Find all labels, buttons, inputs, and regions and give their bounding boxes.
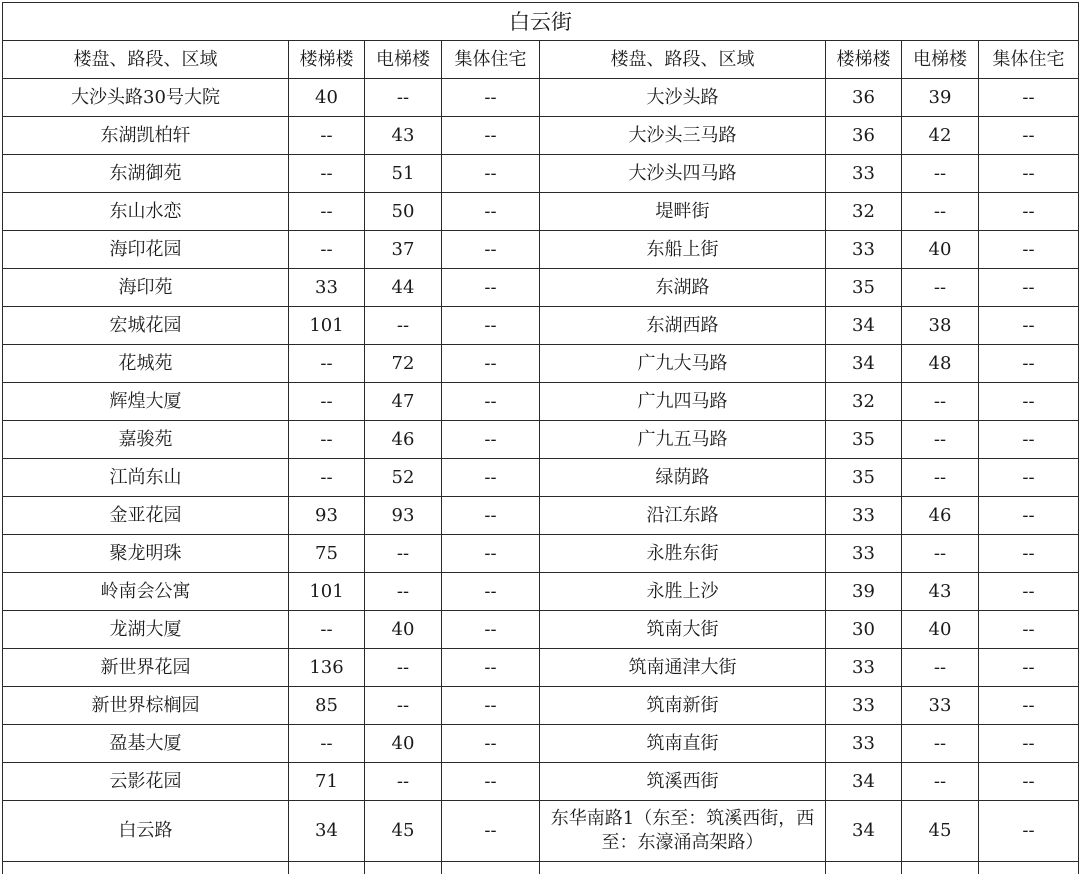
table-cell: 40: [902, 611, 979, 649]
table-row-cut-off: [3, 862, 1079, 874]
table-row: [3, 535, 1079, 573]
table-cell: 43: [902, 573, 979, 611]
table-cell: --: [442, 687, 540, 725]
table-cell: 盈基大厦: [3, 725, 289, 763]
table-cell: --: [365, 535, 442, 573]
table-cell: 沿江东路: [540, 497, 826, 535]
table-row: [3, 611, 1079, 649]
table-cell: 40: [365, 725, 442, 763]
table-cell: 33: [826, 725, 902, 763]
table-cell: 51: [365, 155, 442, 193]
table-cell: 聚龙明珠: [3, 535, 289, 573]
table-cell: 46: [902, 497, 979, 535]
table-cell: --: [979, 763, 1079, 801]
table-cell: 大沙头路30号大院: [3, 79, 289, 117]
table-cell: 大沙头路: [540, 79, 826, 117]
table-cell: --: [979, 155, 1079, 193]
table-cell: --: [442, 269, 540, 307]
table-cell: 136: [289, 649, 365, 687]
table-cell: 33: [902, 687, 979, 725]
table-row: [3, 649, 1079, 687]
table-cell: --: [979, 497, 1079, 535]
table-cell: --: [902, 763, 979, 801]
table-cell: --: [902, 459, 979, 497]
table-cell: --: [979, 801, 1079, 862]
table-cell: --: [289, 117, 365, 155]
table-cell: --: [979, 421, 1079, 459]
table-cell: 40: [902, 231, 979, 269]
table-cell-empty: [979, 862, 1079, 874]
table-cell: --: [979, 687, 1079, 725]
table-cell: 辉煌大厦: [3, 383, 289, 421]
table-cell: --: [979, 383, 1079, 421]
table-cell: --: [979, 193, 1079, 231]
table-cell: --: [979, 345, 1079, 383]
table-cell: --: [442, 307, 540, 345]
table-cell: 大沙头三马路: [540, 117, 826, 155]
table-cell: --: [442, 155, 540, 193]
table-cell: 新世界花园: [3, 649, 289, 687]
table-cell: 35: [826, 459, 902, 497]
table-cell: --: [979, 231, 1079, 269]
table-cell: --: [442, 421, 540, 459]
table-cell: --: [442, 497, 540, 535]
col-header-stair-2: 楼梯楼: [826, 41, 902, 79]
table-cell: --: [289, 421, 365, 459]
table-cell: 36: [826, 117, 902, 155]
table-row: [3, 345, 1079, 383]
table-cell: 85: [289, 687, 365, 725]
table-cell: --: [442, 763, 540, 801]
header-row: [3, 41, 1079, 79]
table-cell: 34: [826, 345, 902, 383]
col-header-collective-2: 集体住宅: [979, 41, 1079, 79]
table-cell: --: [289, 155, 365, 193]
table-row: [3, 383, 1079, 421]
table-row: [3, 117, 1079, 155]
table-row: [3, 79, 1079, 117]
col-header-stair: 楼梯楼: [289, 41, 365, 79]
table-cell: 32: [826, 193, 902, 231]
table-cell: --: [442, 79, 540, 117]
table-cell: 大沙头四马路: [540, 155, 826, 193]
table-cell: 33: [826, 155, 902, 193]
table-cell: --: [979, 269, 1079, 307]
table-cell: 33: [289, 269, 365, 307]
table-cell: 广九五马路: [540, 421, 826, 459]
table-cell: 广九大马路: [540, 345, 826, 383]
table-cell: 宏城花园: [3, 307, 289, 345]
table-cell: 35: [826, 421, 902, 459]
table-cell: 45: [365, 801, 442, 862]
table-row: [3, 269, 1079, 307]
table-cell: --: [979, 535, 1079, 573]
table-cell: 新世界棕榈园: [3, 687, 289, 725]
table-cell: --: [979, 573, 1079, 611]
table-row: [3, 573, 1079, 611]
table-row: [3, 687, 1079, 725]
table-cell: 33: [826, 535, 902, 573]
table-cell: 48: [902, 345, 979, 383]
table-cell: 34: [289, 801, 365, 862]
table-cell: 46: [365, 421, 442, 459]
table-cell: 岭南会公寓: [3, 573, 289, 611]
table-cell: 花城苑: [3, 345, 289, 383]
table-cell: --: [365, 649, 442, 687]
table-cell: 龙湖大厦: [3, 611, 289, 649]
spreadsheet: [2, 2, 1080, 874]
table-row: [3, 193, 1079, 231]
table-cell: 广九四马路: [540, 383, 826, 421]
table-cell: --: [289, 345, 365, 383]
table-cell: --: [442, 535, 540, 573]
table-row: [3, 155, 1079, 193]
table-cell: 永胜东街: [540, 535, 826, 573]
table-cell-empty: [826, 862, 902, 874]
table-cell: --: [365, 79, 442, 117]
table-cell: 36: [826, 79, 902, 117]
table-cell: 34: [826, 763, 902, 801]
table-cell: 金亚花园: [3, 497, 289, 535]
table-cell: 93: [365, 497, 442, 535]
table-cell: 39: [826, 573, 902, 611]
table-cell: --: [365, 687, 442, 725]
table-cell: 东湖御苑: [3, 155, 289, 193]
table-cell: 50: [365, 193, 442, 231]
table-cell: --: [442, 649, 540, 687]
table-cell-empty: [365, 862, 442, 874]
table-cell: 筑南新街: [540, 687, 826, 725]
table-cell: 永胜上沙: [540, 573, 826, 611]
table-title: 白云街: [3, 3, 1079, 41]
table-cell: 东船上街: [540, 231, 826, 269]
table-cell: --: [902, 725, 979, 763]
table-cell: 72: [365, 345, 442, 383]
table-cell: --: [902, 421, 979, 459]
table-cell: --: [442, 117, 540, 155]
table-cell: --: [442, 725, 540, 763]
table-cell: --: [442, 573, 540, 611]
table-cell: 101: [289, 573, 365, 611]
table-cell: --: [979, 79, 1079, 117]
table-cell: 东山水恋: [3, 193, 289, 231]
table-cell: 东湖凯柏轩: [3, 117, 289, 155]
table-row: [3, 307, 1079, 345]
table-cell: 白云路: [3, 801, 289, 862]
table-cell: 堤畔街: [540, 193, 826, 231]
table-cell: 海印苑: [3, 269, 289, 307]
table-cell: --: [902, 649, 979, 687]
table-cell: --: [902, 155, 979, 193]
table-cell: 云影花园: [3, 763, 289, 801]
table-cell: --: [979, 611, 1079, 649]
table-cell: --: [365, 763, 442, 801]
table-cell: 东湖西路: [540, 307, 826, 345]
table-cell: --: [902, 535, 979, 573]
table-cell: 37: [365, 231, 442, 269]
table-cell: 34: [826, 307, 902, 345]
table-cell: 33: [826, 649, 902, 687]
table-cell: --: [442, 611, 540, 649]
table-cell: 34: [826, 801, 902, 862]
col-header-area-2: 楼盘、路段、区域: [540, 41, 826, 79]
table-cell: 45: [902, 801, 979, 862]
table-cell: --: [289, 231, 365, 269]
col-header-area: 楼盘、路段、区域: [3, 41, 289, 79]
table-row: [3, 421, 1079, 459]
table-row: [3, 231, 1079, 269]
table-cell: 30: [826, 611, 902, 649]
table-cell: 筑南通津大街: [540, 649, 826, 687]
table-cell: --: [289, 193, 365, 231]
table-cell-empty: [3, 862, 289, 874]
table-cell: 东湖路: [540, 269, 826, 307]
table-cell: 101: [289, 307, 365, 345]
table-cell: 40: [289, 79, 365, 117]
table-cell-empty: [902, 862, 979, 874]
table-row: [3, 801, 1079, 862]
col-header-collective: 集体住宅: [442, 41, 540, 79]
table-cell: 32: [826, 383, 902, 421]
table-cell: --: [289, 725, 365, 763]
table-cell-empty: [442, 862, 540, 874]
table-cell: --: [442, 231, 540, 269]
table-cell: --: [289, 383, 365, 421]
table-cell: --: [979, 725, 1079, 763]
table-cell: 71: [289, 763, 365, 801]
table-cell: 47: [365, 383, 442, 421]
table-cell: 75: [289, 535, 365, 573]
table-cell: --: [442, 193, 540, 231]
table-cell: 33: [826, 231, 902, 269]
table-cell: --: [442, 459, 540, 497]
table-cell: --: [902, 193, 979, 231]
table-cell: --: [979, 459, 1079, 497]
table-cell: 52: [365, 459, 442, 497]
table-row: [3, 497, 1079, 535]
table-row: [3, 459, 1079, 497]
table-cell: 东华南路1（东至：筑溪西街，西至：东濠涌高架路）: [540, 801, 826, 862]
table-cell: 43: [365, 117, 442, 155]
col-header-elevator-2: 电梯楼: [902, 41, 979, 79]
table-cell-empty: [289, 862, 365, 874]
table-cell: --: [365, 573, 442, 611]
table-cell: 40: [365, 611, 442, 649]
table-cell: 35: [826, 269, 902, 307]
table-cell: --: [289, 459, 365, 497]
table-cell: 筑溪西街: [540, 763, 826, 801]
table-cell: --: [365, 307, 442, 345]
table-cell: --: [902, 269, 979, 307]
housing-price-table: [2, 2, 1079, 874]
table-cell: 38: [902, 307, 979, 345]
table-cell: --: [442, 383, 540, 421]
table-cell: 33: [826, 687, 902, 725]
table-cell-empty: [540, 862, 826, 874]
table-cell: 绿荫路: [540, 459, 826, 497]
table-cell: 42: [902, 117, 979, 155]
table-row: [3, 725, 1079, 763]
table-cell: --: [442, 345, 540, 383]
table-cell: 33: [826, 497, 902, 535]
table-cell: 嘉骏苑: [3, 421, 289, 459]
table-cell: 44: [365, 269, 442, 307]
table-row: [3, 763, 1079, 801]
table-cell: 江尚东山: [3, 459, 289, 497]
table-cell: --: [979, 117, 1079, 155]
table-cell: 筑南大街: [540, 611, 826, 649]
table-cell: --: [979, 649, 1079, 687]
col-header-elevator: 电梯楼: [365, 41, 442, 79]
table-cell: 39: [902, 79, 979, 117]
table-cell: --: [979, 307, 1079, 345]
table-cell: --: [902, 383, 979, 421]
table-cell: --: [289, 611, 365, 649]
table-cell: 93: [289, 497, 365, 535]
table-cell: 筑南直街: [540, 725, 826, 763]
table-cell: --: [442, 801, 540, 862]
table-cell: 海印花园: [3, 231, 289, 269]
